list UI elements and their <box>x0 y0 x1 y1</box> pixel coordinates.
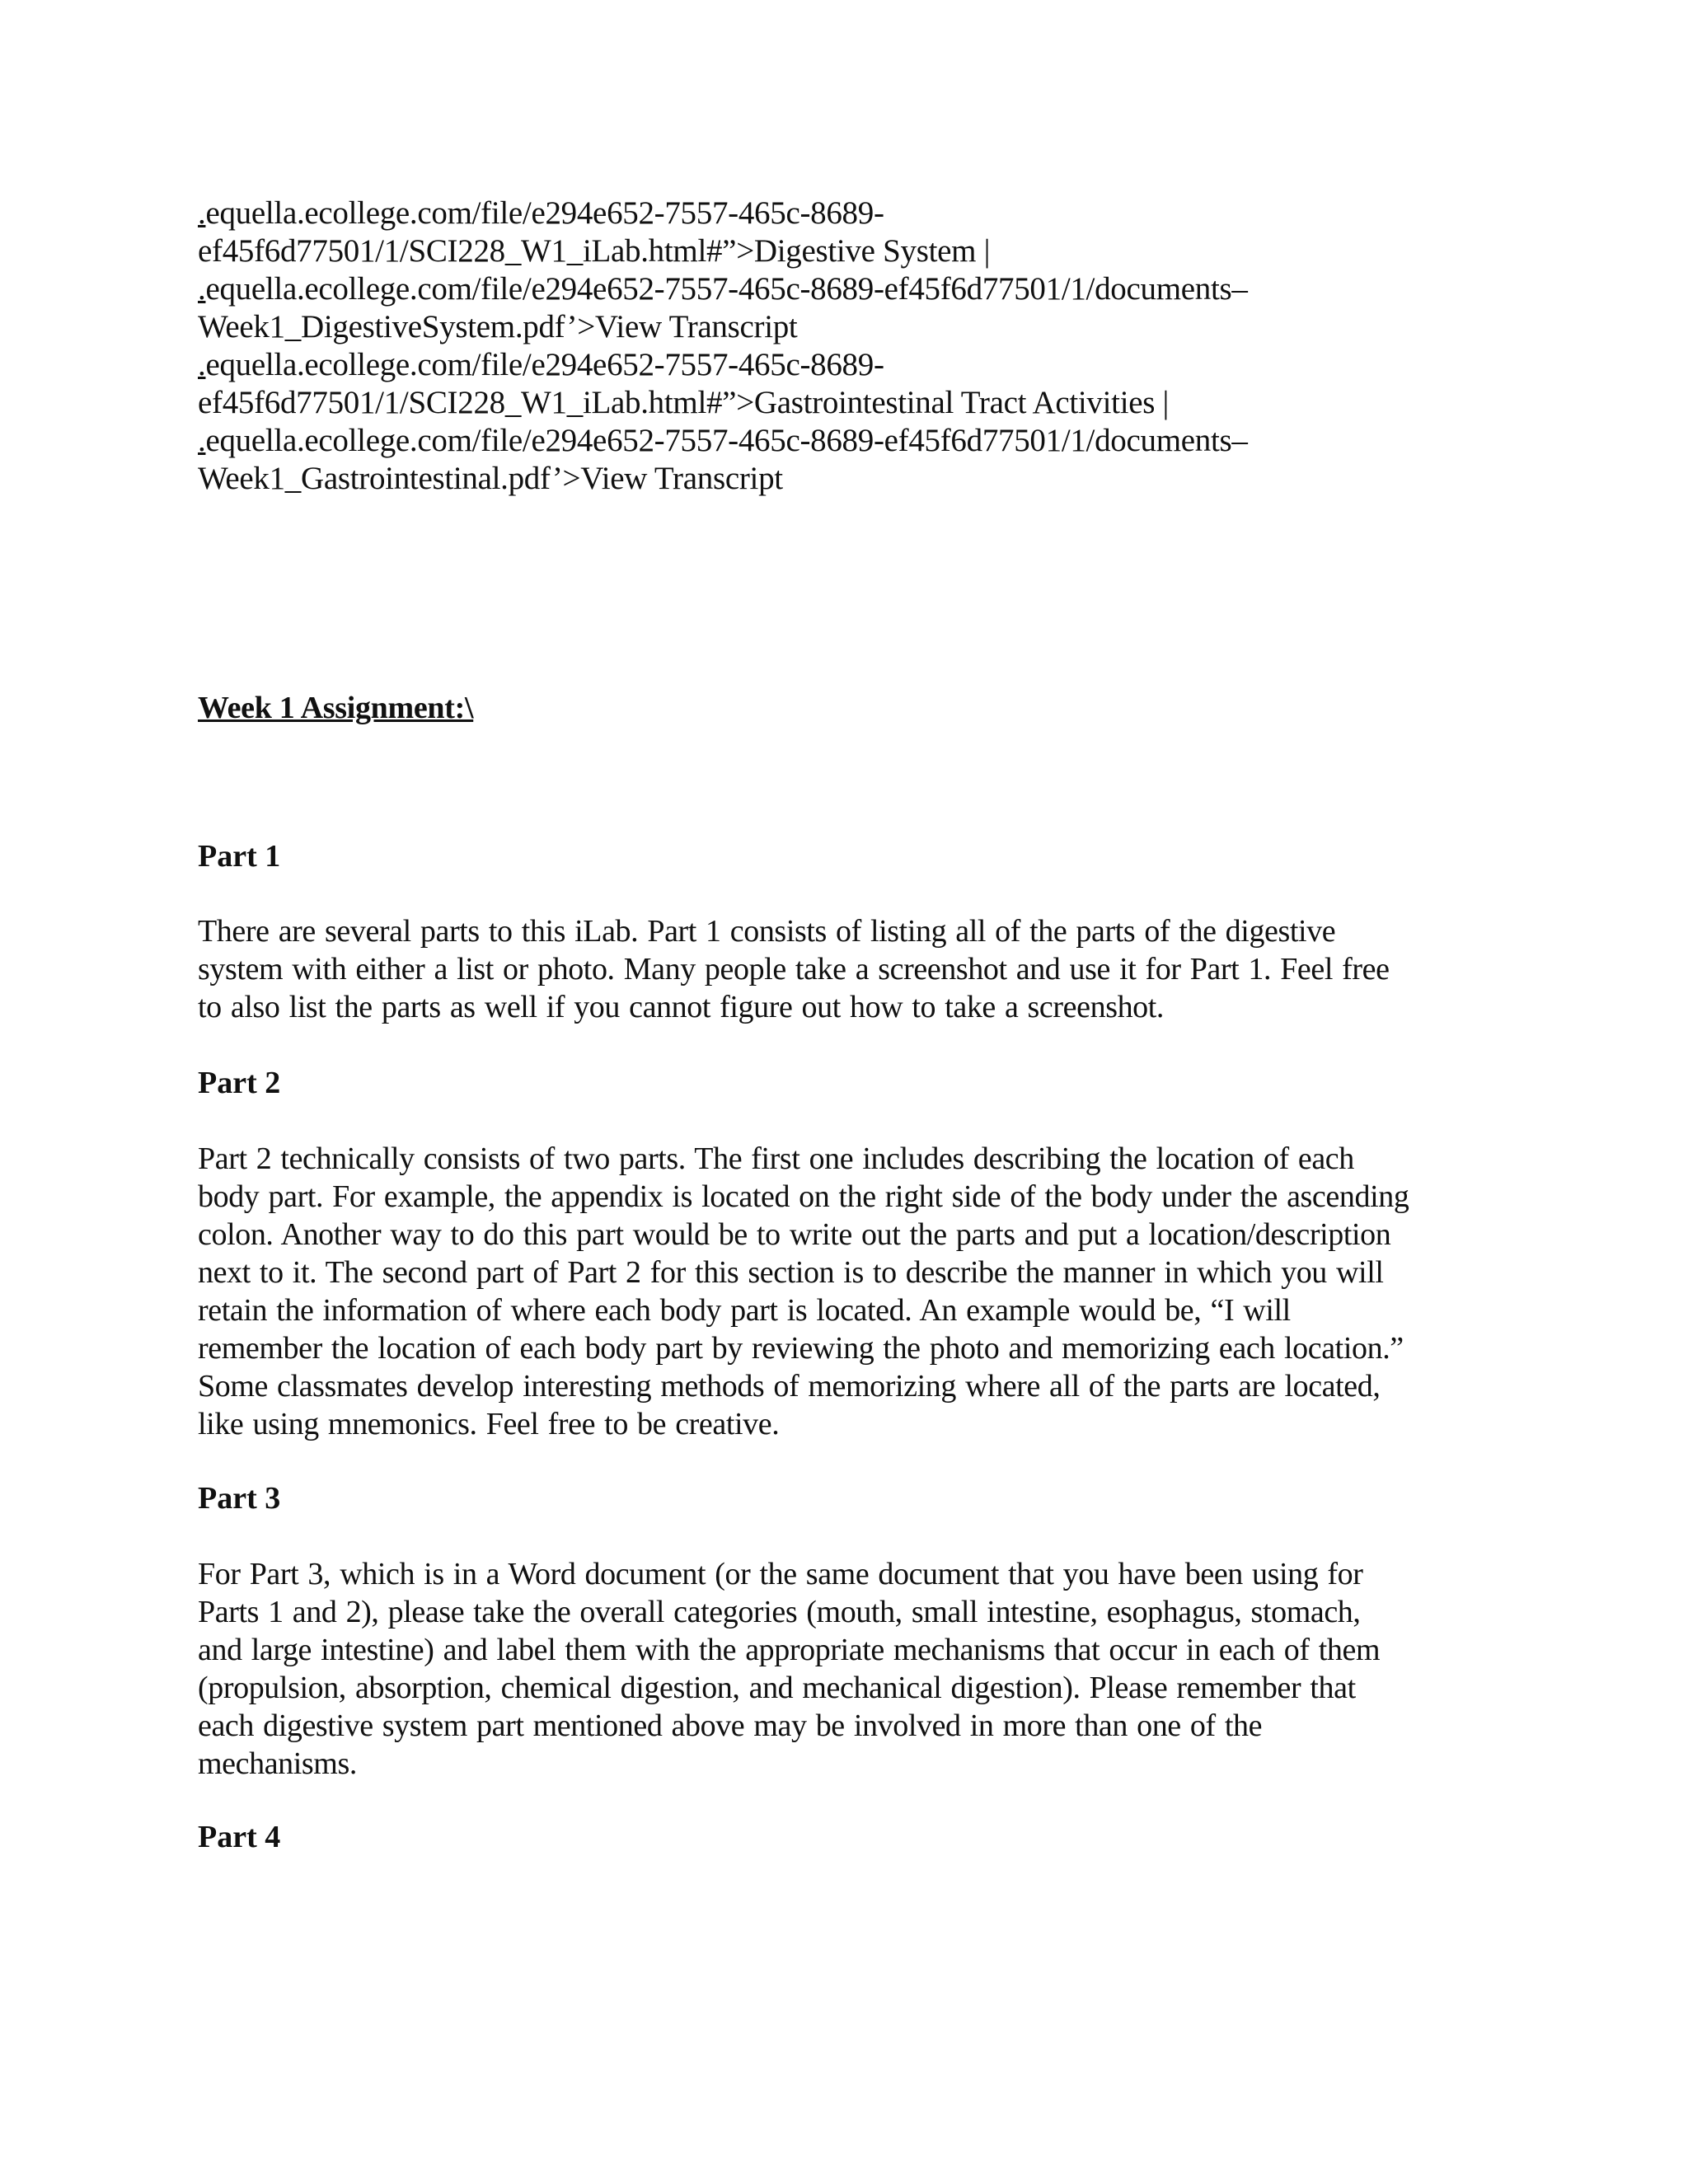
paragraph-line: to also list the parts as well if you cannot figure out how to take a screenshot. <box>198 990 1165 1024</box>
link-line: .equella.ecollege.com/file/e294e652-7557-465c-8689-ef45f6d77501/1/documents– <box>198 423 1248 458</box>
link-dot: . <box>198 423 206 458</box>
link-block <box>198 194 1517 498</box>
link-line: Week1_Gastrointestinal.pdf’>View Transcript <box>198 461 783 496</box>
paragraph-line: and large intestine) and label them with the appropriate mechanisms that occur in each of them <box>198 1633 1381 1667</box>
link-line: ef45f6d77501/1/SCI228_W1_iLab.html#”>Digestive System | <box>198 233 991 269</box>
document-page <box>198 0 1517 2184</box>
part-3-heading: Part 3 <box>198 1481 281 1516</box>
part-4-heading: Part 4 <box>198 1820 281 1854</box>
paragraph-line: Part 2 technically consists of two parts. The first one includes describing the location of each <box>198 1141 1354 1176</box>
link-line: .equella.ecollege.com/file/e294e652-7557-465c-8689- <box>198 347 884 382</box>
paragraph-line: body part. For example, the appendix is located on the right side of the body under the ascending <box>198 1179 1409 1214</box>
paragraph-line: next to it. The second part of Part 2 for this section is to describe the manner in which you will <box>198 1255 1384 1290</box>
paragraph-line: For Part 3, which is in a Word document (or the same document that you have been using for <box>198 1557 1363 1591</box>
link-line: Week1_DigestiveSystem.pdf’>View Transcript <box>198 309 798 344</box>
paragraph-line: Parts 1 and 2), please take the overall categories (mouth, small intestine, esophagus, stomach, <box>198 1595 1361 1629</box>
paragraph-line: mechanisms. <box>198 1746 357 1781</box>
paragraph-line: Some classmates develop interesting methods of memorizing where all of the parts are located, <box>198 1369 1381 1404</box>
paragraph-line: remember the location of each body part by reviewing the photo and memorizing each location.” <box>198 1331 1404 1366</box>
link-line: .equella.ecollege.com/file/e294e652-7557-465c-8689-ef45f6d77501/1/documents– <box>198 271 1248 307</box>
assignment-title: Week 1 Assignment:\ <box>198 691 474 725</box>
part-2-heading: Part 2 <box>198 1066 281 1100</box>
paragraph-line: (propulsion, absorption, chemical digestion, and mechanical digestion). Please remember that <box>198 1671 1356 1705</box>
part-2-paragraph <box>198 1140 1517 1443</box>
link-dot: . <box>198 195 206 231</box>
link-dot: . <box>198 347 206 382</box>
paragraph-line: each digestive system part mentioned above may be involved in more than one of the <box>198 1708 1263 1743</box>
paragraph-line: There are several parts to this iLab. Part 1 consists of listing all of the parts of the digestive <box>198 914 1336 949</box>
paragraph-line: colon. Another way to do this part would be to write out the parts and put a location/description <box>198 1217 1391 1252</box>
link-line: ef45f6d77501/1/SCI228_W1_iLab.html#”>Gastrointestinal Tract Activities | <box>198 385 1170 420</box>
part-1-heading: Part 1 <box>198 839 281 874</box>
paragraph-line: retain the information of where each body part is located. An example would be, “I will <box>198 1293 1291 1328</box>
part-1-paragraph <box>198 912 1517 1026</box>
paragraph-line: system with either a list or photo. Many people take a screenshot and use it for Part 1. Feel free <box>198 952 1390 987</box>
link-dot: . <box>198 271 206 307</box>
part-3-paragraph <box>198 1555 1517 1783</box>
paragraph-line: like using mnemonics. Feel free to be creative. <box>198 1407 780 1441</box>
link-line: .equella.ecollege.com/file/e294e652-7557-465c-8689- <box>198 195 884 231</box>
